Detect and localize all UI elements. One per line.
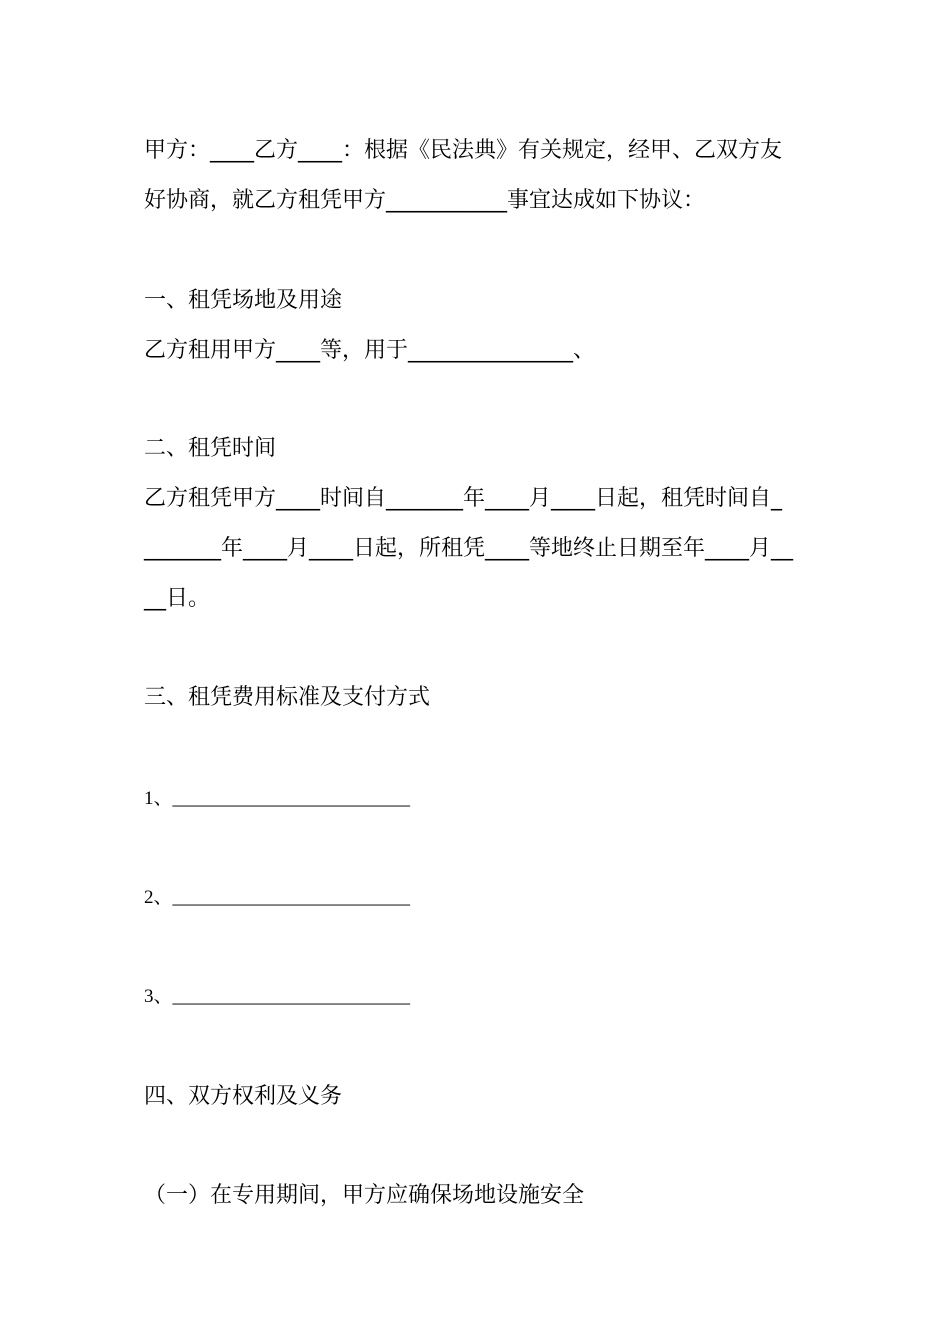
section-1-heading: 一、租凭场地及用途 [144, 288, 343, 313]
section-1-body: 乙方租用甲方____等，用于_______________、 [144, 338, 596, 363]
section-3-heading: 三、租凭费用标准及支付方式 [144, 685, 431, 710]
intro-line-2: 好协商，就乙方租凭甲方___________事宜达成如下协议： [144, 188, 706, 213]
fee-item-2: 2、_________________________ [144, 887, 411, 908]
fee-item-3: 3、_________________________ [144, 986, 411, 1007]
section-4-sub-1: （一）在专用期间，甲方应确保场地设施安全 [144, 1183, 585, 1208]
intro-line-1: 甲方：____乙方____：根据《民法典》有关规定，经甲、乙双方友 [144, 138, 783, 163]
section-2-line-2: _______年____月____日起，所租凭____等地终止日期至年____月__ [144, 536, 794, 561]
section-2-line-3: __日。 [144, 586, 211, 611]
section-2-line-1: 乙方租凭甲方____时间自_______年____月____日起，租凭时间自_ [144, 486, 783, 511]
fee-item-1: 1、_________________________ [144, 788, 411, 809]
section-2-heading: 二、租凭时间 [144, 436, 277, 461]
section-4-heading: 四、双方权利及义务 [144, 1084, 343, 1109]
